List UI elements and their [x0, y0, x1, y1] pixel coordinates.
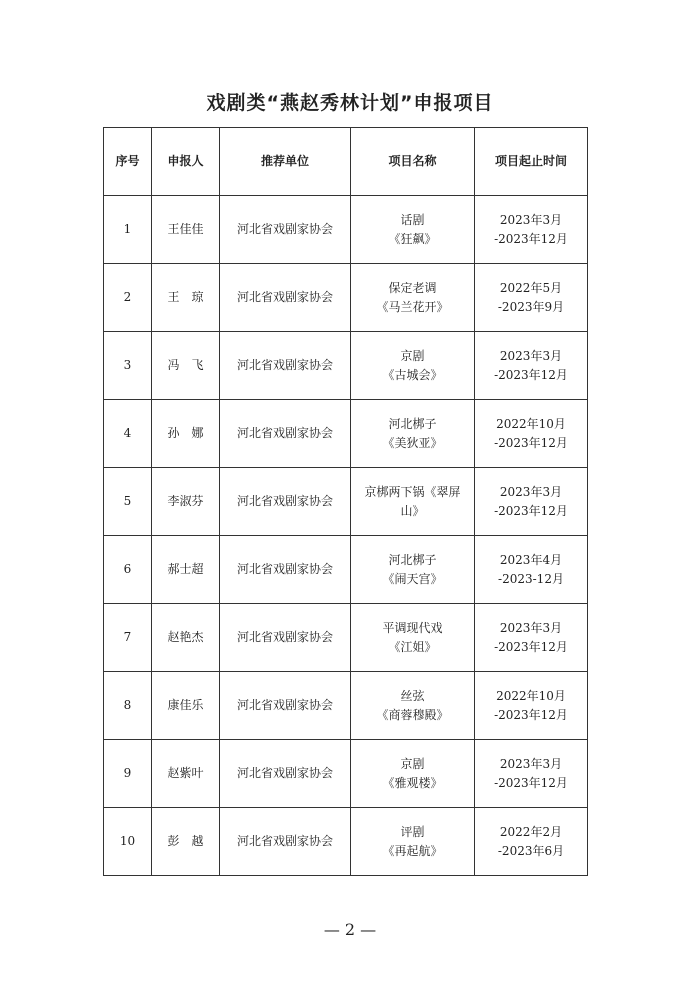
project-line: 京剧	[400, 756, 425, 771]
table-header-row	[104, 128, 588, 196]
cell-index: 9	[104, 740, 152, 808]
header-recommending-unit: 推荐单位	[220, 128, 351, 196]
cell-period	[475, 604, 588, 672]
table-row	[104, 536, 588, 604]
cell-project	[351, 264, 475, 332]
cell-project	[351, 468, 475, 536]
cell-applicant: 王 琼	[152, 264, 220, 332]
period-line: 2022年5月	[499, 280, 563, 295]
period-line: 2023年3月	[499, 756, 563, 771]
period-line: -2023年12月	[494, 775, 568, 790]
period-line: -2023-12月	[498, 571, 564, 586]
cell-unit: 河北省戏剧家协会	[220, 808, 351, 876]
project-line: 《商蓉穆殿》	[376, 707, 449, 722]
cell-applicant: 康佳乐	[152, 672, 220, 740]
project-line: 《江姐》	[388, 639, 437, 654]
project-line: 话剧	[400, 212, 425, 227]
period-line: 2022年10月	[496, 416, 566, 431]
cell-unit: 河北省戏剧家协会	[220, 264, 351, 332]
cell-project	[351, 332, 475, 400]
project-line: 平调现代戏	[382, 620, 443, 635]
period-line: -2023年9月	[497, 299, 565, 314]
cell-index: 2	[104, 264, 152, 332]
project-line: 丝弦	[400, 688, 425, 703]
cell-period	[475, 196, 588, 264]
cell-period	[475, 808, 588, 876]
period-line: 2023年3月	[499, 620, 563, 635]
cell-unit: 河北省戏剧家协会	[220, 196, 351, 264]
project-line: 京梆两下锅《翠屏	[364, 484, 461, 499]
period-line: -2023年12月	[494, 435, 568, 450]
header-project-name: 项目名称	[351, 128, 475, 196]
period-line: 2023年3月	[499, 348, 563, 363]
project-table	[103, 127, 588, 876]
project-line: 《狂飙》	[388, 231, 437, 246]
project-line: 山》	[400, 503, 425, 518]
project-line: 河北梆子	[388, 552, 437, 567]
project-line: 评剧	[400, 824, 425, 839]
cell-applicant: 孙 娜	[152, 400, 220, 468]
cell-applicant: 李淑芬	[152, 468, 220, 536]
cell-applicant: 郝士超	[152, 536, 220, 604]
period-line: -2023年12月	[494, 503, 568, 518]
cell-period	[475, 536, 588, 604]
page-title: 戏剧类“燕赵秀林计划”申报项目	[206, 92, 494, 114]
cell-applicant: 彭 越	[152, 808, 220, 876]
project-line: 《闹天宫》	[382, 571, 443, 586]
cell-project	[351, 808, 475, 876]
table-row	[104, 672, 588, 740]
cell-project	[351, 196, 475, 264]
cell-index: 5	[104, 468, 152, 536]
cell-index: 6	[104, 536, 152, 604]
period-line: 2023年3月	[499, 484, 563, 499]
cell-unit: 河北省戏剧家协会	[220, 400, 351, 468]
project-line: 《美狄亚》	[382, 435, 443, 450]
project-line: 河北梆子	[388, 416, 437, 431]
table-row	[104, 264, 588, 332]
period-line: 2023年3月	[499, 212, 563, 227]
page-number: — 2 —	[323, 920, 377, 939]
cell-period	[475, 740, 588, 808]
header-period: 项目起止时间	[475, 128, 588, 196]
cell-unit: 河北省戏剧家协会	[220, 332, 351, 400]
cell-period	[475, 332, 588, 400]
cell-applicant: 王佳佳	[152, 196, 220, 264]
project-line: 《马兰花开》	[376, 299, 449, 314]
project-line: 京剧	[400, 348, 425, 363]
period-line: -2023年12月	[494, 367, 568, 382]
cell-index: 8	[104, 672, 152, 740]
cell-period	[475, 672, 588, 740]
cell-project	[351, 672, 475, 740]
cell-index: 3	[104, 332, 152, 400]
project-line: 《雅观楼》	[382, 775, 443, 790]
table-row	[104, 740, 588, 808]
project-line: 《古城会》	[382, 367, 443, 382]
project-line: 保定老调	[388, 280, 437, 295]
cell-applicant: 冯 飞	[152, 332, 220, 400]
cell-period	[475, 468, 588, 536]
cell-unit: 河北省戏剧家协会	[220, 604, 351, 672]
table-row	[104, 400, 588, 468]
table-row	[104, 604, 588, 672]
cell-project	[351, 400, 475, 468]
cell-index: 10	[104, 808, 152, 876]
table-row	[104, 808, 588, 876]
cell-period	[475, 264, 588, 332]
cell-project	[351, 604, 475, 672]
period-line: 2022年2月	[499, 824, 563, 839]
period-line: -2023年12月	[494, 639, 568, 654]
project-line: 《再起航》	[382, 843, 443, 858]
cell-applicant: 赵紫叶	[152, 740, 220, 808]
cell-unit: 河北省戏剧家协会	[220, 672, 351, 740]
header-index: 序号	[104, 128, 152, 196]
cell-project	[351, 536, 475, 604]
period-line: 2022年10月	[496, 688, 566, 703]
table-row	[104, 468, 588, 536]
period-line: -2023年6月	[497, 843, 565, 858]
header-applicant: 申报人	[152, 128, 220, 196]
cell-unit: 河北省戏剧家协会	[220, 536, 351, 604]
table-row	[104, 196, 588, 264]
cell-unit: 河北省戏剧家协会	[220, 468, 351, 536]
cell-period	[475, 400, 588, 468]
table-row	[104, 332, 588, 400]
cell-index: 1	[104, 196, 152, 264]
cell-applicant: 赵艳杰	[152, 604, 220, 672]
period-line: -2023年12月	[494, 707, 568, 722]
cell-project	[351, 740, 475, 808]
cell-unit: 河北省戏剧家协会	[220, 740, 351, 808]
period-line: 2023年4月	[499, 552, 563, 567]
cell-index: 7	[104, 604, 152, 672]
cell-index: 4	[104, 400, 152, 468]
period-line: -2023年12月	[494, 231, 568, 246]
